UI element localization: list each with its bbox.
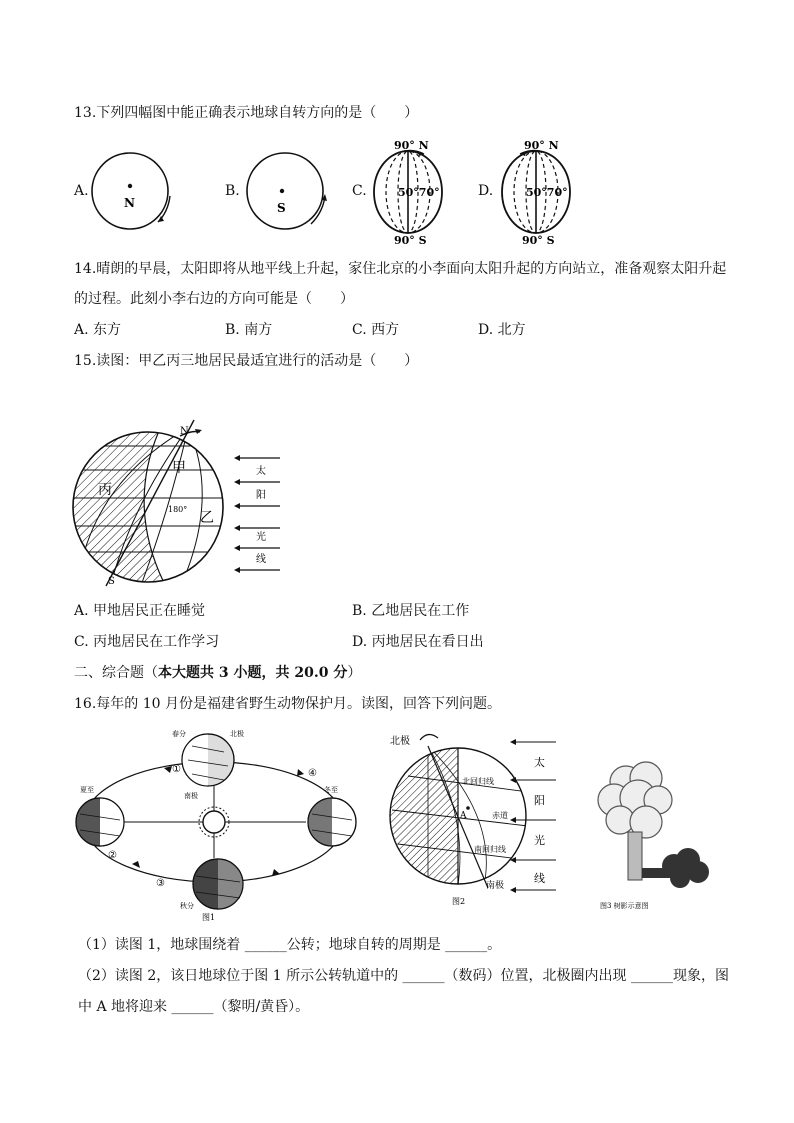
q13-option-d: D. <box>478 183 494 199</box>
q14-option-b: B. 南方 <box>225 322 273 338</box>
q16-fig2-sun-3: 光 <box>534 834 545 847</box>
q16-fig1-winter: 冬至 <box>324 786 338 794</box>
q14-option-a: A. 东方 <box>74 322 122 338</box>
q16-fig1-earth-autumn <box>193 859 243 909</box>
q15-label-bing: 丙 <box>98 482 112 498</box>
q16-fig2-south: 南极 <box>486 881 505 891</box>
q16-fig1-caption: 图1 <box>202 913 216 922</box>
q13-c-north: 90° N <box>394 139 429 152</box>
q16-sub2-line1: （2）读图 2，该日地球位于图 1 所示公转轨道中的 ______（数码）位置，北极圈内出现 ______现象，图 <box>78 968 729 984</box>
q15-label-yi: 乙 <box>200 510 214 526</box>
q16-fig1-north: 北极 <box>230 730 244 738</box>
q16-stem: 16.每年的 10 月份是福建省野生动物保护月。读图，回答下列问题。 <box>74 696 501 712</box>
q13-d-south: 90° S <box>522 234 555 247</box>
q15-option-a: A. 甲地居民正在睡觉 <box>74 603 206 619</box>
q15-option-b: B. 乙地居民在工作 <box>352 603 470 619</box>
section2-suffix: ） <box>347 665 362 681</box>
q15-label-n: N <box>180 426 189 437</box>
q16-fig2-caption: 图2 <box>452 897 466 906</box>
q16-figure2-sun-arrows <box>508 740 558 900</box>
q16-sub2-line2: 中 A 地将迎来 ______（黎明/黄昏）。 <box>78 999 310 1015</box>
q16-fig1-earth-spring <box>182 734 234 786</box>
q16-fig2-equator: 赤道 <box>492 811 508 820</box>
q16-fig3-shadow <box>642 848 709 888</box>
q15-label-jia: 甲 <box>172 460 186 476</box>
q15-stem: 15.读图：甲乙丙三地居民最适宜进行的活动是（ ） <box>74 353 419 369</box>
q15-sun-3: 光 <box>256 532 266 543</box>
q13-figure-d <box>498 136 598 246</box>
q13-figure-b <box>245 150 335 240</box>
q16-fig1-earth-summer <box>76 798 124 846</box>
q16-fig1-earth-winter <box>308 798 356 846</box>
q16-fig1-sun <box>199 807 229 837</box>
q13-option-b: B. <box>225 183 240 199</box>
q16-figure1-orbit <box>72 726 372 921</box>
q16-fig2-sun-1: 太 <box>534 756 545 769</box>
q16-fig2-north: 北极 <box>390 736 410 747</box>
q15-globe-figure <box>70 418 300 588</box>
q16-fig3-tree-crown <box>598 762 672 838</box>
q14-stem-line2: 的过程。此刻小李右边的方向可能是（ ） <box>74 291 354 307</box>
q15-sun-1: 太 <box>256 466 266 477</box>
section2-prefix: 二、综合题（ <box>74 665 158 681</box>
q15-label-s: S <box>108 576 115 587</box>
q16-figure3-tree <box>590 760 720 910</box>
q14-stem-line1: 14.晴朗的早晨，太阳即将从地平线上升起，家住北京的小李面向太阳升起的方向站立，准备观察太阳升起 <box>74 261 727 277</box>
q13-option-c: C. <box>352 183 367 199</box>
q16-fig1-south: 南极 <box>184 792 198 800</box>
q13-a-pole: N <box>124 196 135 210</box>
q15-sun-4: 线 <box>256 554 266 565</box>
q13-d-lon: 50°70° <box>526 186 568 199</box>
q13-figure-a <box>90 150 180 240</box>
q15-sun-2: 阳 <box>256 490 266 501</box>
q15-label-deg: 180° <box>168 505 188 514</box>
q13-figure-c <box>370 136 470 246</box>
q15-option-c: C. 丙地居民在工作学习 <box>74 634 220 650</box>
q13-option-a: A. <box>74 183 89 199</box>
q16-fig1-num2: ② <box>108 850 117 861</box>
q13-stem: 13.下列四幅图中能正确表示地球自转方向的是（ ） <box>74 105 419 121</box>
q14-option-d: D. 北方 <box>478 322 526 338</box>
q15-option-d: D. 丙地居民在看日出 <box>352 634 484 650</box>
q16-fig2-sun-4: 线 <box>534 872 545 885</box>
q16-fig1-num1: ① <box>172 764 181 775</box>
q16-fig2-tropic-s: 南回归线 <box>474 845 506 854</box>
section2-heading <box>74 663 361 683</box>
q16-fig1-summer: 夏至 <box>80 786 94 794</box>
q16-fig1-num3: ③ <box>156 878 165 889</box>
q16-fig1-spring: 春分 <box>172 730 186 738</box>
q14-option-c: C. 西方 <box>352 322 400 338</box>
q13-d-north: 90° N <box>524 139 559 152</box>
q13-c-lon: 50°70° <box>398 186 440 199</box>
q16-sub1: （1）读图 1，地球围绕着 ______公转；地球自转的周期是 ______。 <box>78 937 502 953</box>
q16-fig2-tropic-n: 北回归线 <box>462 777 494 786</box>
q16-fig2-sun-2: 阳 <box>534 794 545 807</box>
q16-fig2-a: A <box>460 811 467 821</box>
q16-fig3-caption: 图3 树影示意图 <box>600 902 649 910</box>
q16-fig3-trunk <box>628 832 642 880</box>
q13-c-south: 90° S <box>394 234 427 247</box>
q13-b-pole: S <box>277 201 286 215</box>
section2-bold: 本大题共 3 小题，共 20.0 分 <box>158 665 348 681</box>
q16-fig1-num4: ④ <box>308 768 317 779</box>
q16-fig1-autumn: 秋分 <box>180 902 194 910</box>
